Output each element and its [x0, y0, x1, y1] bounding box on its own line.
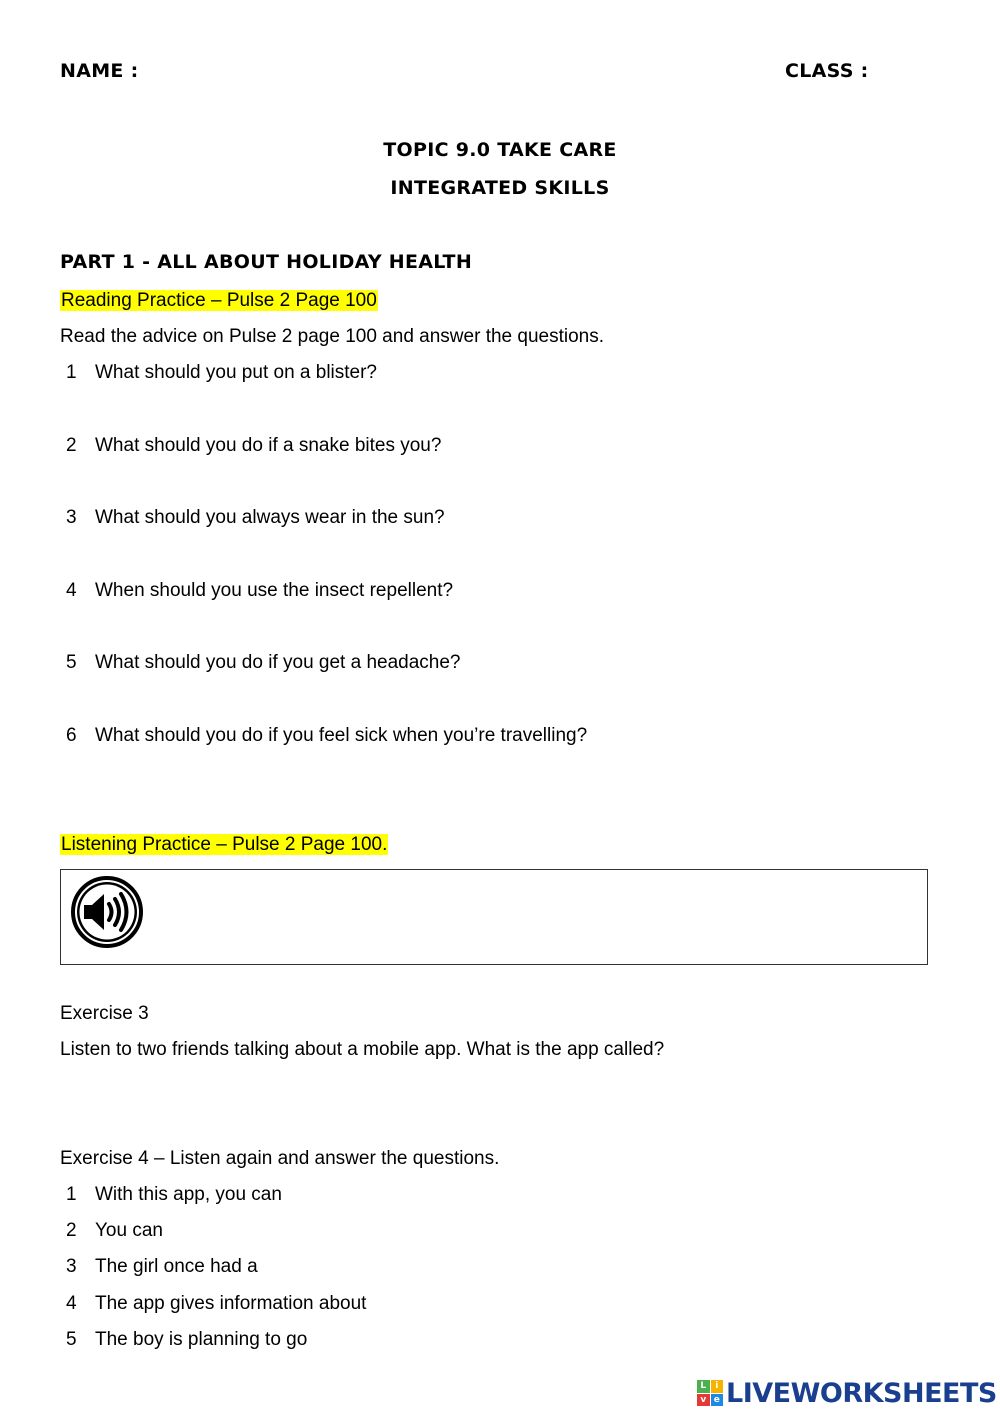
item-text: The app gives information about — [95, 1293, 367, 1314]
listening-practice-label — [60, 834, 388, 856]
question-item — [60, 507, 445, 529]
question-item — [60, 725, 587, 747]
item-number: 1 — [66, 1184, 77, 1205]
question-text: What should you put on a blister? — [95, 362, 378, 383]
name-label: NAME : — [60, 60, 139, 82]
logo-letter: L — [697, 1380, 710, 1393]
question-text: What should you always wear in the sun? — [95, 507, 445, 528]
logo-letter: v — [697, 1394, 710, 1407]
logo-mark-icon — [697, 1380, 723, 1406]
item-number: 3 — [66, 1256, 77, 1277]
reading-practice-label — [60, 290, 378, 312]
item-text: You can — [95, 1220, 163, 1241]
reading-instruction: Read the advice on Pulse 2 page 100 and answer the questions. — [60, 326, 604, 347]
item-number: 4 — [66, 1293, 77, 1314]
speaker-icon[interactable] — [70, 875, 144, 949]
question-number: 4 — [66, 580, 77, 601]
logo-letter: e — [711, 1394, 724, 1407]
item-text: With this app, you can — [95, 1184, 282, 1205]
question-item — [60, 435, 441, 457]
item-text: The girl once had a — [95, 1256, 258, 1277]
page-title: TOPIC 9.0 TAKE CARE — [383, 139, 617, 161]
item-text: The boy is planning to go — [95, 1329, 308, 1350]
question-item — [60, 580, 453, 602]
exercise4-item — [60, 1184, 282, 1206]
exercise4-item — [60, 1220, 163, 1242]
logo-letter: i — [711, 1380, 724, 1393]
exercise3-instruction: Listen to two friends talking about a mobile app. What is the app called? — [60, 1039, 665, 1060]
exercise4-item — [60, 1329, 307, 1351]
question-text: What should you do if a snake bites you? — [95, 435, 442, 456]
question-number: 6 — [66, 725, 77, 746]
listening-practice-highlight: Listening Practice – Pulse 2 Page 100. — [61, 834, 388, 855]
question-text: What should you do if you feel sick when you’re travelling? — [95, 725, 588, 746]
question-number: 1 — [66, 362, 77, 383]
exercise4-item — [60, 1293, 366, 1315]
page-subtitle: INTEGRATED SKILLS — [390, 177, 610, 199]
question-text: When should you use the insect repellent? — [95, 580, 454, 601]
question-number: 2 — [66, 435, 77, 456]
question-number: 3 — [66, 507, 77, 528]
logo-text: LIVEWORKSHEETS — [726, 1377, 997, 1409]
item-number: 2 — [66, 1220, 77, 1241]
exercise3-title: Exercise 3 — [60, 1003, 149, 1024]
exercise4-item — [60, 1256, 258, 1278]
question-text: What should you do if you get a headache? — [95, 652, 461, 673]
question-item — [60, 362, 377, 384]
part1-heading: PART 1 - ALL ABOUT HOLIDAY HEALTH — [60, 251, 473, 273]
question-number: 5 — [66, 652, 77, 673]
reading-practice-highlight: Reading Practice – Pulse 2 Page 100 — [61, 290, 377, 311]
item-number: 5 — [66, 1329, 77, 1350]
liveworksheets-logo[interactable] — [697, 1375, 997, 1411]
exercise4-title: Exercise 4 – Listen again and answer the questions. — [60, 1148, 500, 1169]
question-item — [60, 652, 460, 674]
class-label: CLASS : — [785, 60, 869, 82]
audio-player-box — [60, 869, 928, 965]
